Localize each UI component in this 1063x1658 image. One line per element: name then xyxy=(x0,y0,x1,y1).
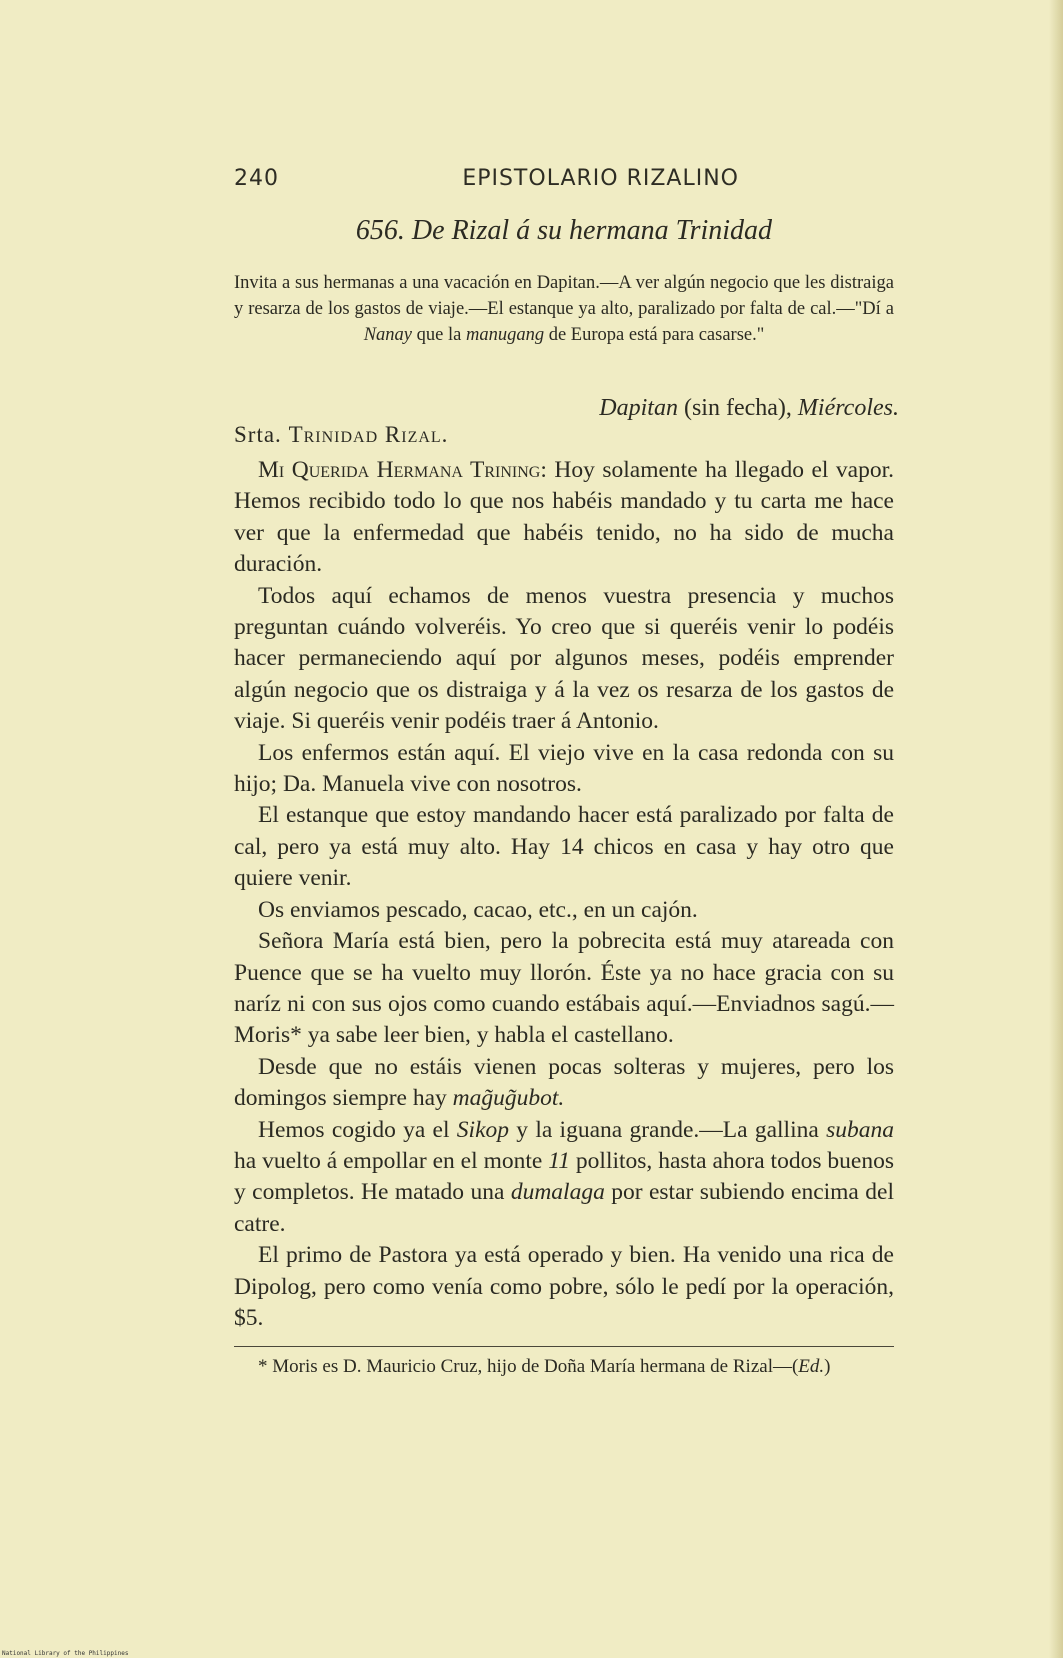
p8-text-e: por estar subiendo encima del catre. xyxy=(234,1179,894,1237)
p8-sikop: Sikop xyxy=(456,1116,510,1143)
footnote-close: ) xyxy=(824,1356,831,1377)
letter-body xyxy=(234,455,894,1334)
library-stamp: National Library of the Philippines xyxy=(2,1650,129,1657)
p7-text: Desde que no estáis vienen pocas solteras y mujeres, pero los domingos siempre hay xyxy=(234,1053,894,1112)
summary-nanay: Nanay xyxy=(363,325,413,345)
p8-text-c: ha vuelto á empollar en el monte xyxy=(234,1147,549,1174)
p8-text-a: Hemos cogido ya el xyxy=(258,1116,457,1143)
letter-title: 656. De Rizal á su hermana Trinidad xyxy=(355,215,773,246)
footnote xyxy=(234,1353,894,1380)
running-title: EPISTOLARIO RIZALINO xyxy=(462,166,739,191)
page-edge-shadow xyxy=(1049,0,1063,1658)
p8-subana: subana xyxy=(826,1116,894,1143)
recipient-name: Trinidad Rizal. xyxy=(288,422,449,447)
salutation: Mi Querida Hermana Trining xyxy=(258,457,541,483)
date: (sin fecha), xyxy=(677,395,798,421)
running-header xyxy=(234,166,739,191)
footnote-ed: Ed. xyxy=(798,1356,825,1377)
paragraph: El primo de Pastora ya está operado y bien. Ha venido una rica de Dipolog, pero como venía como pobre, sólo le pedí por la operación, $5. xyxy=(234,1242,894,1331)
letter-summary xyxy=(234,270,894,348)
paragraph: Os enviamos pescado, cacao, etc., en un cajón. xyxy=(258,896,698,923)
page-number: 240 xyxy=(234,166,279,191)
p8-dumalaga: dumalaga xyxy=(510,1179,605,1206)
footnote-divider xyxy=(234,1346,894,1347)
summary-part3: de Europa está para casarse." xyxy=(544,325,765,345)
place: Dapitan xyxy=(599,395,678,421)
summary-part2: que la xyxy=(412,325,466,345)
paragraph-1-text: : Hoy solamente ha llegado el vapor. Hemos recibido todo lo que nos habéis mandado y tu carta me hace ver que la enfermedad que habéis tenido, no ha sido de mucha duración. xyxy=(234,457,894,578)
weekday: Miércoles. xyxy=(797,395,899,421)
paragraph xyxy=(234,1115,894,1241)
place-date-line xyxy=(599,395,899,422)
summary-manugang: manugang xyxy=(465,325,545,345)
recipient-line xyxy=(234,422,448,448)
paragraph: Todos aquí echamos de menos vuestra presencia y muchos preguntan cuándo volveréis. Yo creo que si queréis venir lo podéis hacer permaneciendo aquí por algunos meses, podéis emprender algún negocio que os distraiga y á la vez os resarza de los gastos de viaje. Si queréis venir podéis traer á Antonio. xyxy=(234,582,894,735)
paragraph: Señora María está bien, pero la pobrecita está muy atareada con Puence que se ha vuelto muy llorón. Éste ya no hace gracia con su naríz ni con sus ojos como cuando estábais aquí.—Enviadnos sagú.—Moris* ya sabe leer bien, y habla el castellano. xyxy=(234,928,894,1049)
paragraph xyxy=(234,1052,894,1115)
p8-number: 11 xyxy=(548,1147,570,1174)
p8-text-b: y la iguana grande.—La gallina xyxy=(509,1116,827,1143)
paragraph: Los enfermos están aquí. El viejo vive en la casa redonda con su hijo; Da. Manuela vive con nosotros. xyxy=(234,739,894,798)
paragraph: El estanque que estoy mandando hacer está paralizado por falta de cal, pero ya está muy alto. Hay 14 chicos en casa y hay otro que quiere venir. xyxy=(234,802,894,892)
p8-text-d: pollitos, hasta ahora todos buenos y completos. He matado una xyxy=(234,1147,894,1206)
summary-part1: Invita a sus hermanas a una vacación en Dapitan.—A ver algún negocio que les distraiga y resarza de los gastos de viaje.—El estanque ya alto, paralizado por falta de cal.—"Dí a xyxy=(234,273,894,319)
paragraph xyxy=(234,455,894,581)
p7-term: mag̃ug̃ubot. xyxy=(452,1085,565,1112)
footnote-text: * Moris es D. Mauricio Cruz, hijo de Doña María hermana de Rizal—( xyxy=(258,1356,799,1377)
recipient-prefix: Srta. xyxy=(234,422,289,447)
